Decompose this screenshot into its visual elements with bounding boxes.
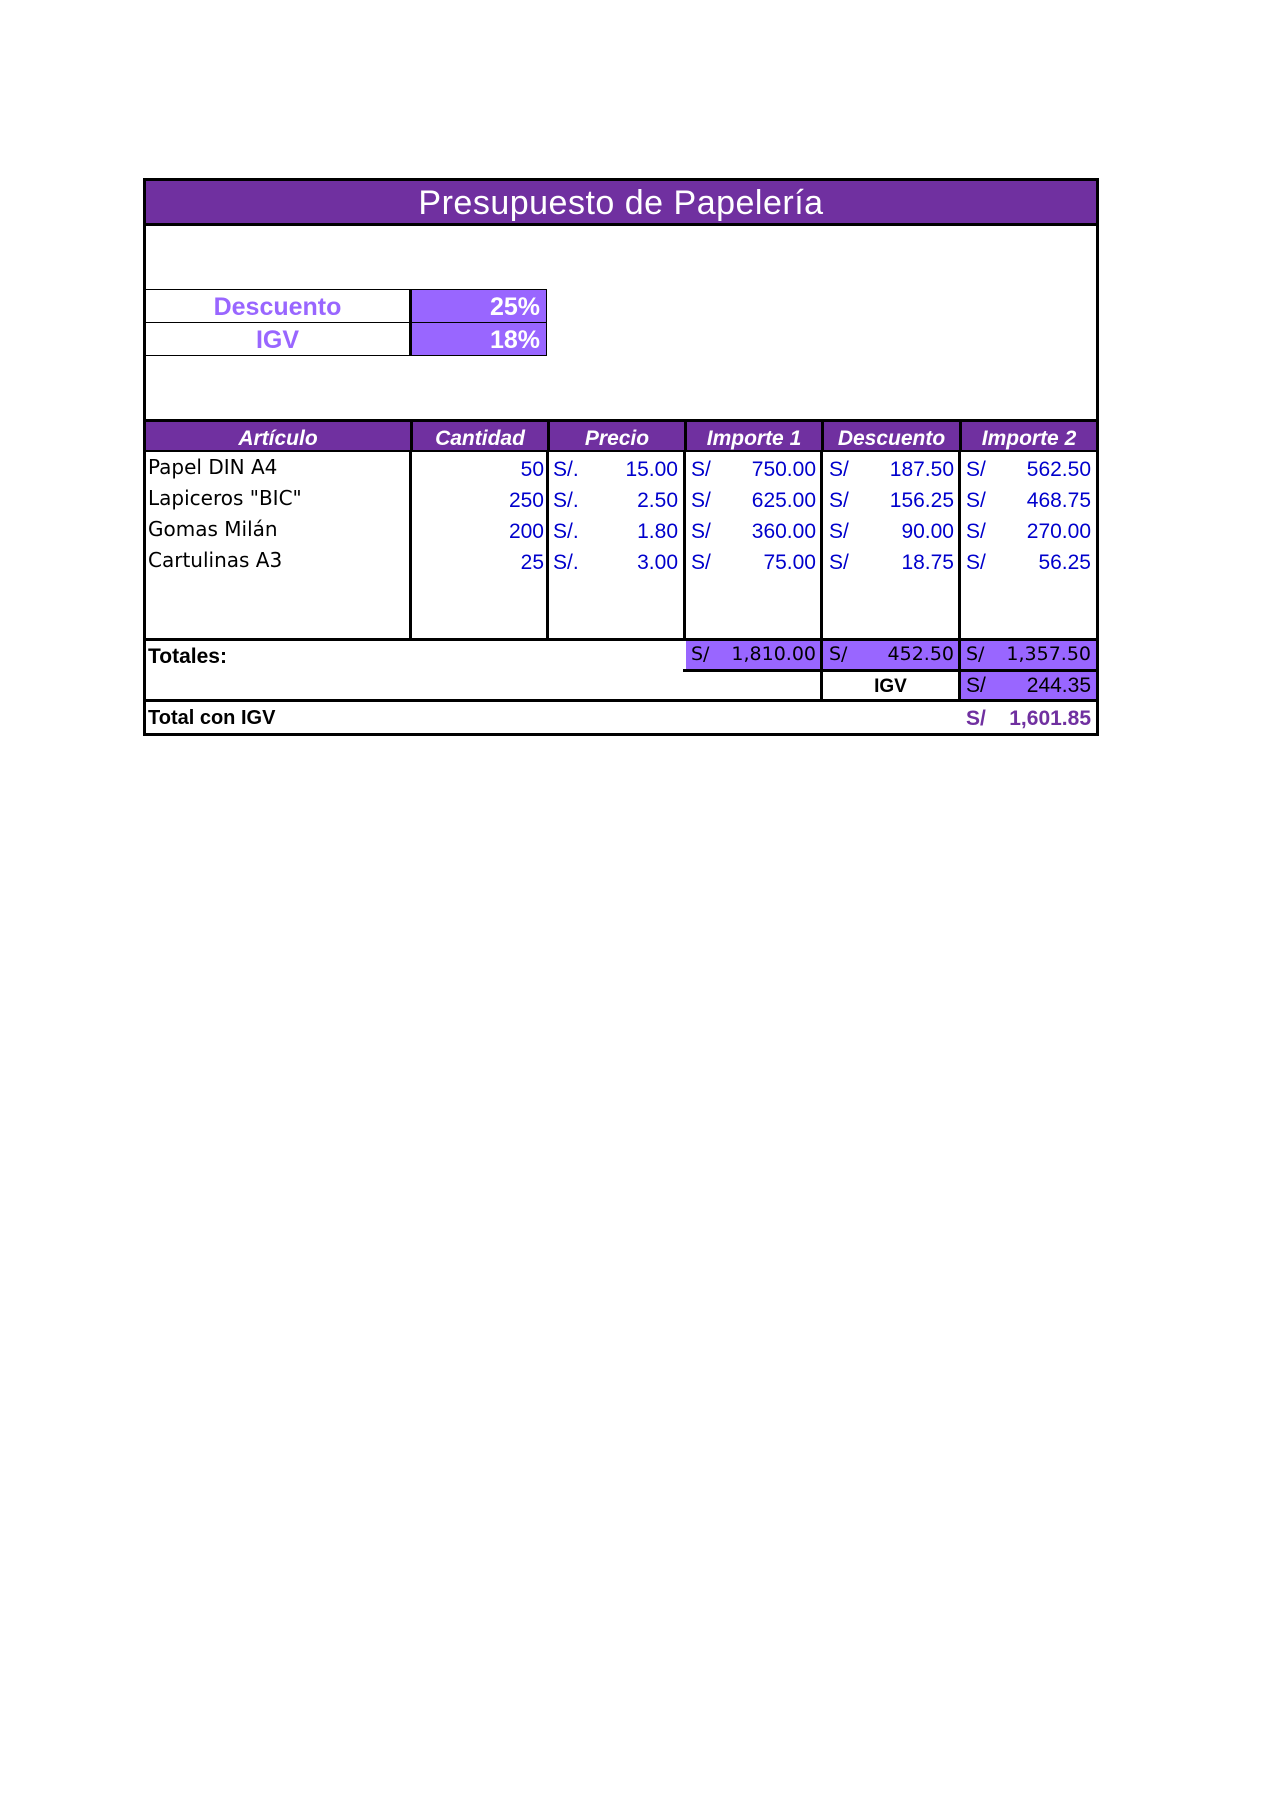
cell-precio-currency: S/. [553,458,579,481]
totals-importe1-currency: S/ [691,643,710,665]
cell-descuento[interactable]: 187.50 [889,458,954,481]
cell-importe1-currency: S/ [691,520,711,543]
totals-descuento-currency: S/ [829,643,848,665]
totals-importe2[interactable]: 1,357.50 [1006,643,1091,665]
cell-importe2-currency: S/ [966,520,986,543]
totals-descuento[interactable]: 452.50 [887,643,954,665]
cell-importe1[interactable]: 750.00 [751,458,816,481]
param-igv-label[interactable]: IGV [146,322,410,356]
cell-cantidad[interactable]: 25 [520,551,544,574]
cell-precio-currency: S/. [553,489,579,512]
cell-cantidad[interactable]: 250 [508,489,544,512]
header-importe1[interactable]: Importe 1 [684,419,821,452]
param-descuento-value[interactable]: 25% [410,289,547,323]
cell-importe2[interactable]: 270.00 [1026,520,1091,543]
cell-importe1-currency: S/ [691,489,711,512]
column-divider [546,452,549,638]
cell-importe1-currency: S/ [691,458,711,481]
cell-importe1[interactable]: 360.00 [751,520,816,543]
totals-label: Totales: [148,645,227,668]
igv-currency: S/ [966,674,986,697]
param-descuento-label[interactable]: Descuento [146,289,410,323]
totals-importe1[interactable]: 1,810.00 [731,643,816,665]
cell-importe2-currency: S/ [966,551,986,574]
cell-cantidad[interactable]: 200 [508,520,544,543]
cell-precio-currency: S/. [553,520,579,543]
cell-precio[interactable]: 1.80 [637,520,678,543]
cell-descuento-currency: S/ [829,551,849,574]
header-precio[interactable]: Precio [547,419,684,452]
cell-importe2-currency: S/ [966,489,986,512]
igv-label: IGV [874,676,907,697]
totals-importe2-currency: S/ [966,643,985,665]
total-con-igv-value[interactable]: 1,601.85 [1009,707,1091,730]
sheet-title: Presupuesto de Papelería [146,181,1096,226]
igv-value[interactable]: 244.35 [1026,674,1091,697]
cell-descuento[interactable]: 156.25 [889,489,954,512]
cell-descuento[interactable]: 90.00 [901,520,954,543]
header-descuento[interactable]: Descuento [821,419,959,452]
cell-precio-currency: S/. [553,551,579,574]
cell-precio[interactable]: 15.00 [625,458,678,481]
cell-importe1[interactable]: 625.00 [751,489,816,512]
cell-importe1-currency: S/ [691,551,711,574]
cell-importe2[interactable]: 562.50 [1026,458,1091,481]
cell-articulo[interactable]: Papel DIN A4 [148,455,278,479]
cell-precio[interactable]: 3.00 [637,551,678,574]
cell-articulo[interactable]: Gomas Milán [148,517,278,541]
cell-descuento-currency: S/ [829,520,849,543]
cell-descuento[interactable]: 18.75 [901,551,954,574]
param-igv-value[interactable]: 18% [410,322,547,356]
header-articulo[interactable]: Artículo [146,419,410,452]
cell-precio[interactable]: 2.50 [637,489,678,512]
cell-importe2[interactable]: 56.25 [1038,551,1091,574]
header-cantidad[interactable]: Cantidad [410,419,547,452]
total-con-igv-currency: S/ [966,707,986,730]
total-con-igv-label: Total con IGV [148,707,276,729]
cell-importe2[interactable]: 468.75 [1026,489,1091,512]
cell-importe2-currency: S/ [966,458,986,481]
cell-articulo[interactable]: Lapiceros "BIC" [148,486,302,510]
cell-descuento-currency: S/ [829,489,849,512]
cell-cantidad[interactable]: 50 [520,458,544,481]
column-divider [683,452,686,638]
cell-descuento-currency: S/ [829,458,849,481]
budget-sheet [143,178,1099,736]
header-importe2[interactable]: Importe 2 [959,419,1096,452]
cell-articulo[interactable]: Cartulinas A3 [148,548,283,572]
cell-importe1[interactable]: 75.00 [763,551,816,574]
